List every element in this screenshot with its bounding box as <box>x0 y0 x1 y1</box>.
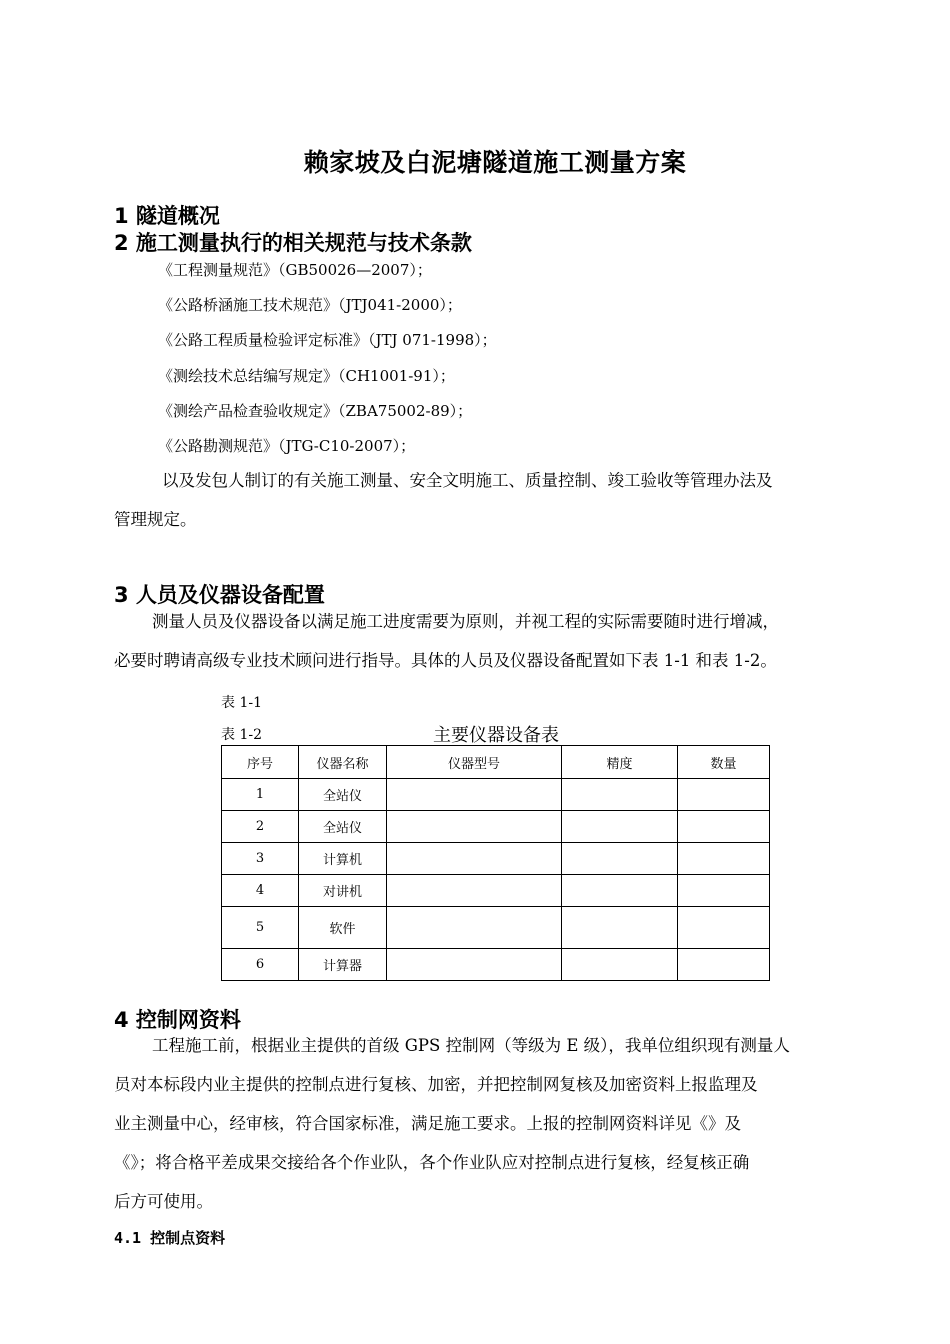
table-cell <box>562 907 678 949</box>
table-title: 主要仪器设备表 <box>433 725 559 746</box>
table-cell: 软件 <box>299 907 387 949</box>
table-cell: 1 <box>222 779 299 811</box>
table-cell <box>678 779 770 811</box>
table-header-row <box>222 746 770 779</box>
header-cell: 序号 <box>222 746 299 779</box>
paragraph-line: 业主测量中心，经审核，符合国家标准，满足施工要求。上报的控制网资料详见《》及 <box>114 1114 741 1133</box>
staff-paragraph <box>114 602 880 680</box>
table-cell <box>678 907 770 949</box>
table-cell: 计算器 <box>299 949 387 981</box>
table-cell: 2 <box>222 811 299 843</box>
table-row <box>222 811 770 843</box>
section-heading-2: 2 施工测量执行的相关规范与技术条款 <box>114 231 472 255</box>
paragraph-line: 工程施工前，根据业主提供的首级 GPS 控制网（等级为 E 级），我单位组织现有测量人 <box>152 1036 790 1055</box>
paragraph-line: 以及发包人制订的有关施工测量、安全文明施工、质量控制、竣工验收等管理办法及 <box>162 471 773 490</box>
table-cell: 6 <box>222 949 299 981</box>
paragraph-line: 员对本标段内业主提供的控制点进行复核、加密，并把控制网复核及加密资料上报监理及 <box>114 1075 758 1094</box>
paragraph-line: 管理规定。 <box>114 510 197 529</box>
table-cell <box>678 811 770 843</box>
reference-item: 《公路工程质量检验评定标准》（JTJ 071-1998）； <box>158 331 497 349</box>
subsection-heading-4-1: 4.1 控制点资料 <box>114 1229 226 1247</box>
header-cell: 数量 <box>678 746 770 779</box>
reference-item: 《测绘技术总结编写规定》（CH1001-91）； <box>158 367 455 385</box>
table-row <box>222 779 770 811</box>
table-cell <box>387 843 562 875</box>
reference-item: 《测绘产品检查验收规定》（ZBA75002-89）； <box>158 402 473 420</box>
table-cell <box>387 875 562 907</box>
paragraph-line: 后方可使用。 <box>114 1192 213 1211</box>
table-cell <box>387 779 562 811</box>
table-cell: 5 <box>222 907 299 949</box>
table-row <box>222 875 770 907</box>
section-heading-3: 3 人员及仪器设备配置 <box>114 583 325 607</box>
table-cell: 4 <box>222 875 299 907</box>
table-caption-1-2: 表 1-2 <box>221 727 262 743</box>
document-title: 赖家坡及白泥塘隧道施工测量方案 <box>303 148 687 177</box>
table-row <box>222 843 770 875</box>
table-cell <box>387 811 562 843</box>
table-row <box>222 907 770 949</box>
table-cell <box>387 949 562 981</box>
table-cell: 全站仪 <box>299 811 387 843</box>
table-cell <box>387 907 562 949</box>
header-cell: 仪器名称 <box>299 746 387 779</box>
table-cell <box>562 779 678 811</box>
reference-item: 《公路勘测规范》（JTG-C10-2007）； <box>158 437 416 455</box>
table-cell <box>562 811 678 843</box>
paragraph-line: 《》；将合格平差成果交接给各个作业队，各个作业队应对控制点进行复核，经复核正确 <box>114 1153 750 1172</box>
table-cell <box>678 949 770 981</box>
equipment-table <box>221 745 770 981</box>
table-row <box>222 949 770 981</box>
header-cell: 精度 <box>562 746 678 779</box>
regulations-paragraph <box>114 461 880 539</box>
table-caption-1-1: 表 1-1 <box>221 695 262 711</box>
table-cell <box>562 843 678 875</box>
reference-item: 《工程测量规范》（GB50026—2007）； <box>158 261 432 279</box>
table-cell <box>678 843 770 875</box>
paragraph-line: 测量人员及仪器设备以满足施工进度需要为原则，并视工程的实际需要随时进行增减， <box>152 612 779 631</box>
header-cell: 仪器型号 <box>387 746 562 779</box>
table-cell: 全站仪 <box>299 779 387 811</box>
table-cell <box>562 949 678 981</box>
table-cell: 对讲机 <box>299 875 387 907</box>
section-heading-4: 4 控制网资料 <box>114 1008 241 1032</box>
control-network-paragraph <box>114 1026 880 1221</box>
table-cell <box>562 875 678 907</box>
section-heading-1: 1 隧道概况 <box>114 204 220 228</box>
table-cell <box>678 875 770 907</box>
paragraph-line: 必要时聘请高级专业技术顾问进行指导。具体的人员及仪器设备配置如下表 1-1 和表 1-2。 <box>114 651 777 670</box>
table-cell: 3 <box>222 843 299 875</box>
table-cell: 计算机 <box>299 843 387 875</box>
reference-item: 《公路桥涵施工技术规范》（JTJ041-2000）； <box>158 296 462 314</box>
